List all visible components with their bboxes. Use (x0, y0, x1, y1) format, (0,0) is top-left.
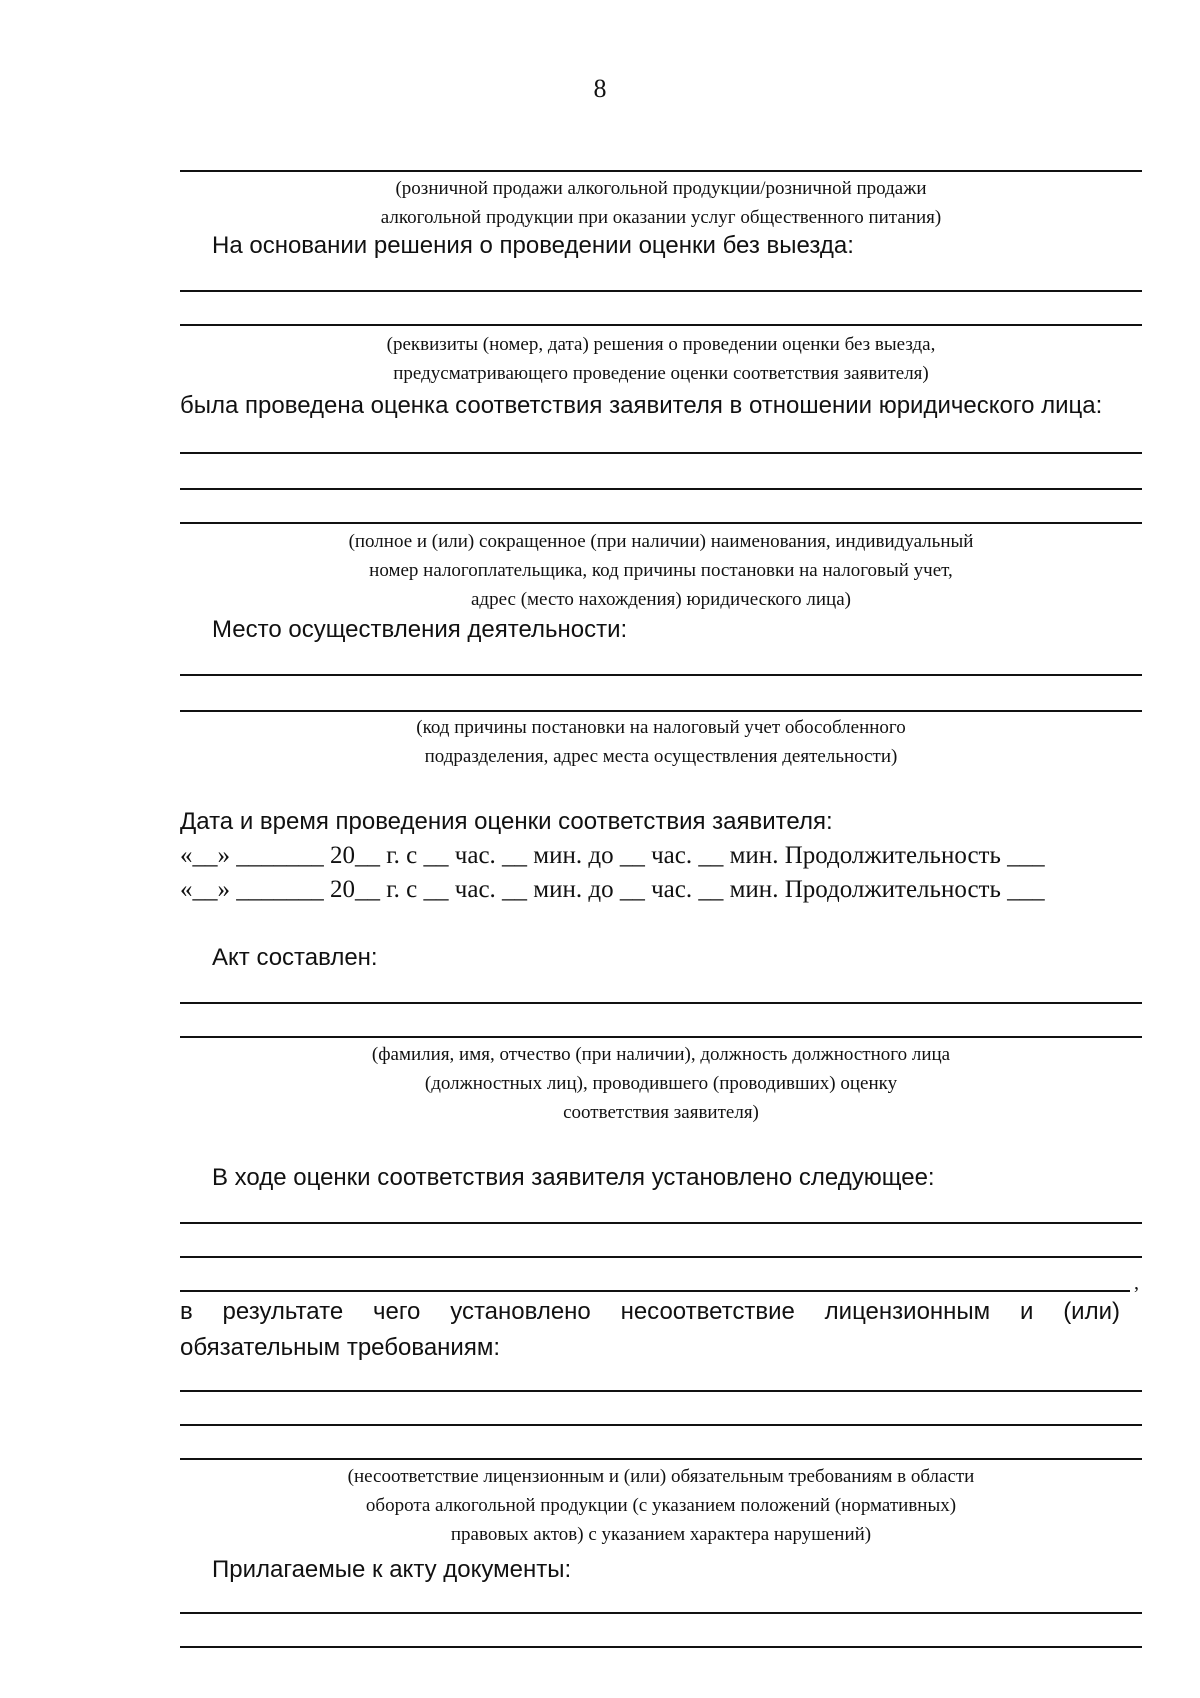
fill-line (180, 1002, 1142, 1004)
fill-line (180, 324, 1142, 326)
caption-decision: (реквизиты (номер, дата) решения о проведении оценки без выезда, предусматривающего проведение оценки соответствия заявителя) (386, 334, 936, 384)
fill-line (180, 710, 1142, 712)
heading-place: Место осуществления деятельности: (212, 616, 628, 643)
fill-line (180, 1612, 1142, 1614)
heading-findings: В ходе оценки соответствия заявителя установлено следующее: (212, 1164, 935, 1191)
caption-place: (код причины постановки на налоговый учет обособленного подразделения, адрес места осуществления деятельности) (416, 717, 906, 767)
fill-line (180, 1458, 1142, 1460)
comma-mark: , (1134, 1272, 1139, 1294)
caption-violations: (несоответствие лицензионным и (или) обязательным требованиям в области оборота алкогольной продукции (с указанием положений (нормативных) правовых актов) с указанием характера нарушений) (347, 1466, 975, 1545)
heading-datetime: Дата и время проведения оценки соответствия заявителя: (180, 808, 833, 835)
datetime-row-2: «__» _______ 20__ г. с __ час. __ мин. до __ час. __ мин. Продолжительность ___ (180, 876, 1045, 903)
heading-result-line-2: обязательным требованиям: (180, 1334, 501, 1361)
fill-line (180, 290, 1142, 292)
fill-line (180, 1390, 1142, 1392)
fill-line (180, 1036, 1142, 1038)
fill-line (180, 1256, 1142, 1258)
heading-result-line-1: в результате чего установлено несоответствие лицензионным и (или) (180, 1298, 1120, 1325)
fill-line (180, 522, 1142, 524)
caption-trade-type: (розничной продажи алкогольной продукции/розничной продажи алкогольной продукции при оказании услуг общественного питания) (380, 178, 942, 228)
caption-officials: (фамилия, имя, отчество (при наличии), должность должностного лица (должностных лиц), проводившего (проводивших) оценку соответствия заявителя) (371, 1044, 951, 1123)
heading-act-composed: Акт составлен: (212, 944, 378, 971)
fill-line (180, 452, 1142, 454)
heading-basis: На основании решения о проведении оценки без выезда: (212, 232, 854, 259)
fill-line (180, 1424, 1142, 1426)
datetime-row-1: «__» _______ 20__ г. с __ час. __ мин. до __ час. __ мин. Продолжительность ___ (180, 842, 1045, 869)
heading-assessment: была проведена оценка соответствия заявителя в отношении юридического лица: (180, 392, 1103, 419)
heading-attachments: Прилагаемые к акту документы: (212, 1556, 572, 1583)
fill-line (180, 674, 1142, 676)
page-number: 8 (593, 74, 607, 103)
fill-line (180, 488, 1142, 490)
fill-line (180, 170, 1142, 172)
caption-entity: (полное и (или) сокращенное (при наличии) наименования, индивидуальный номер налогоплательщика, код причины постановки на налоговый учет, адрес (место нахождения) юридического лица) (348, 531, 974, 610)
fill-line (180, 1646, 1142, 1648)
fill-line (180, 1222, 1142, 1224)
fill-line (180, 1290, 1130, 1292)
